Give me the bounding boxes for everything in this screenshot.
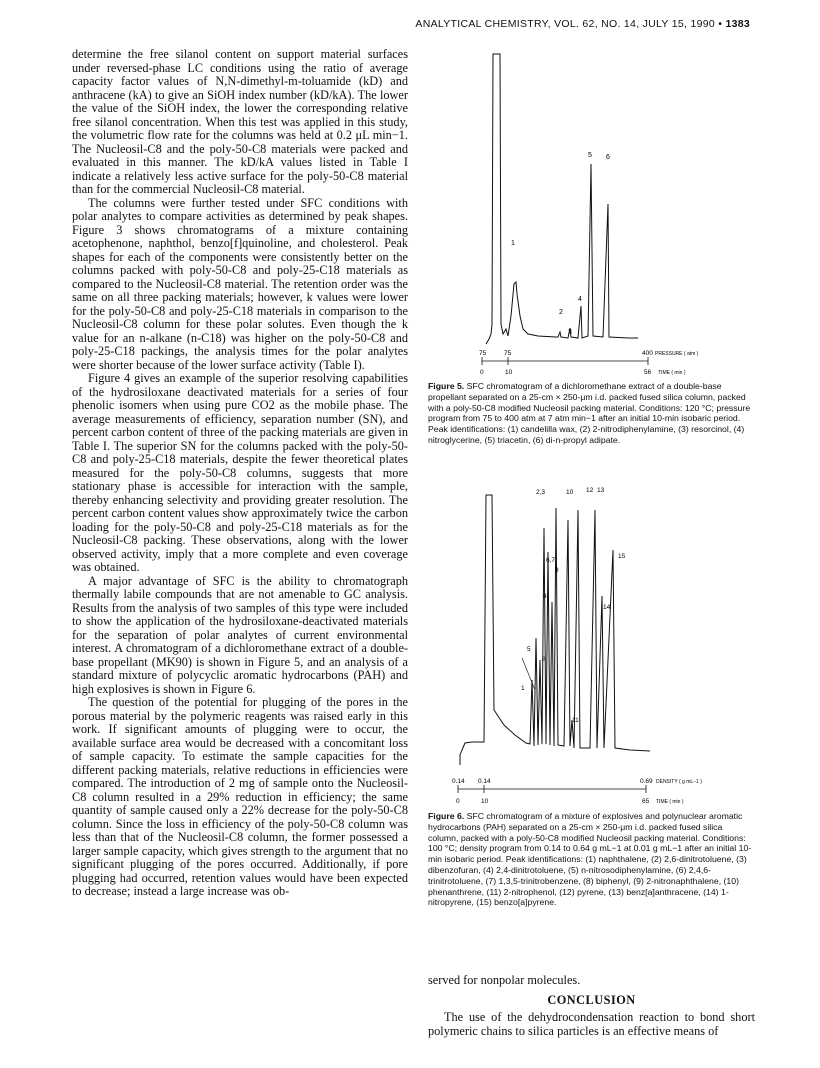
figure6-caption: [428, 811, 755, 908]
figure6-peak-15: 15: [618, 553, 626, 560]
figure6-peak-6-7: 6,7: [546, 557, 556, 564]
figure5-trace: [486, 54, 638, 344]
right-text-block: [428, 974, 755, 1038]
figure6-peak-4: 4: [543, 593, 547, 600]
figure6-peak-9: 9: [555, 567, 559, 574]
figure6-peak-11: 11: [572, 717, 579, 724]
figure5-axis-top-left1: 75: [479, 350, 487, 357]
figure6-peak-5: 5: [527, 646, 531, 653]
figure5-axis-bottom-left1: 0: [480, 369, 484, 376]
figure5-chromatogram: [478, 44, 718, 379]
figure5-axis-top-right: 400: [642, 350, 653, 357]
figure6-axis-bottom-unit: TIME ( min ): [656, 799, 684, 805]
figure6-peak-10: 10: [566, 489, 574, 496]
figure6-trace: [460, 495, 650, 765]
figure5-peak-2: 2: [559, 309, 563, 316]
figure6-peak-2-3: 2,3: [536, 489, 546, 496]
figure6-axis-top-unit: DENSITY ( g mL−1 ): [656, 779, 702, 785]
journal-citation: ANALYTICAL CHEMISTRY, VOL. 62, NO. 14, JULY 15, 1990 •: [415, 18, 723, 30]
figure6-chromatogram: [450, 480, 730, 810]
figure6-peak-13: 13: [597, 487, 605, 494]
figure6-axis-top-right: 0.69: [640, 778, 653, 785]
paragraph-thermally-labile: A major advantage of SFC is the ability to chromatograph thermally labile compounds that are not amenable to GC analysis. Results from the analysis of two samples of this type were included to show the application of the hydrosiloxane-deactivated materials for the separation of polar analytes of current environmental interest. A chromatogram of a dichloromethane extract of a double-base propellant (MK90) is shown in Figure 5, and an analysis of a standard mixture of polycyclic aromatic hydrocarbons (PAH) and high explosives is shown in Figure 6.: [72, 573, 408, 696]
figure5-caption-text: SFC chromatogram of a dichloromethane extract of a double-base propellant separated on a 25-cm × 250-μm i.d. packed fused silica column, packed with a poly-50-C8 modified Nucleosil packing material. Conditions: 120 °C; pressure program from 75 to 400 atm at 7 atm min−1 after an initial 10-min isobaric period. Peak identifications: (1) candelilla wax, (2) 2-nitrodiphenylamine, (3) resorcinol, (4) nitroglycerine, (5) triacetin, (6) di-n-propyl adipate.: [428, 381, 751, 445]
figure5-axis-top-unit: PRESSURE ( atm ): [655, 351, 699, 357]
figure5-caption-label: Figure 5.: [428, 381, 465, 391]
figure5-peak-4: 4: [578, 296, 582, 303]
figure6-caption-text: SFC chromatogram of a mixture of explosives and polynuclear aromatic hydrocarbons (PAH) separated on a 25-cm × 250-μm i.d. packed fused silica column, packed with a poly-50-C8 modified Nucleosil packing material. Conditions: 100 °C; density program from 0.14 to 0.64 g mL−1 at 0.01 g mL−1 after an initial 10-min isobaric period. Peak identifications: (1) naphthalene, (2) 2,6-dinitrotoluene, (3) dibenzofuran, (4) 2,4-dinitrotoluene, (5) n-nitrosodiphenylamine, (6) 2,4,6-trinitrotoluene, (7) 1,3,5-trinitrobenzene, (8) biphenyl, (9) 2-nitronaphthalene, (10) phenanthrene, (11) 2-nitrophenol, (12) pyrene, (13) benz[a]anthracene, (14) 1-nitropyrene, (15) benzo[a]pyrene.: [428, 811, 752, 908]
figure5-axis-bottom-left2: 10: [505, 369, 513, 376]
page-number: 1383: [725, 18, 750, 30]
paragraph-sfc-polar: The columns were further tested under SFC conditions with polar analytes to compare activities as determined by peak shapes. Figure 3 shows chromatograms of a mixture containing acetophenone, naphthol, benzo[f]quinoline, and cholesterol. Peak shapes for each of the components were consistently better on the columns packed with poly-50-C8 and poly-25-C18 materials as compared to the Nucleosil-C8 material. The retention order was the same on all three packing materials; however, k values were lower for the poly-50-C8 and poly-25-C18 materials in comparison to the Nucleosil-C8 column for these polar solutes. Even though the k value for an n-alkane (n-C18) was higher on the poly-50-C8 and poly-25-C18 packings, the analysis times for the polar analytes were shorter because of the lower surface activity (Table I).: [72, 195, 408, 372]
left-column: [72, 48, 408, 899]
figure6-peak-14: 14: [603, 604, 611, 611]
figure6-axis-bottom-right: 65: [642, 798, 650, 805]
figure6-axis-bottom-left1: 0: [456, 798, 460, 805]
figure5-peak-1: 1: [511, 240, 515, 247]
figure6-axis-top-left2: 0.14: [478, 778, 491, 785]
figure5-caption: [428, 381, 755, 446]
figure6-axis-top-left1: 0.14: [452, 778, 465, 785]
figure5-axis-top-left2: 75: [504, 350, 512, 357]
figure5-peak-3: 3: [568, 329, 572, 336]
paragraph-figure4: Figure 4 gives an example of the superior resolving capabilities of the hydrosiloxane deactivated materials for a series of four phenolic isomers when using pure CO2 as the mobile phase. The average measurements of efficiency, separation number (SN), and percent carbon content of three of the packing materials are given in Table I. The superior SN for the columns packed with the poly-50-C8 and poly-25-C18 materials, despite the fewer theoretical plates measured for the poly-50-C8 columns, suggests that more stationary phase is accessible for interaction with the sample, thereby enhancing selectivity and providing greater resolution. The percent carbon content values show approximately twice the carbon loading for the poly-50-C8 and poly-25-C18 materials as for the Nucleosil-C8 packing. These observations, along with the lower observed activity, imply that a more complete and even coverage was obtained.: [72, 371, 408, 574]
figure5-axis-bottom-unit: TIME ( min ): [658, 370, 686, 376]
figure5-peak-5: 5: [588, 152, 592, 159]
figure6-peak-8: 8: [542, 656, 546, 663]
continuation-text: served for nonpolar molecules.: [428, 973, 581, 987]
figure5-peak-6: 6: [606, 154, 610, 161]
figure6-peak-12: 12: [586, 487, 594, 494]
figure6-axis-bottom-left2: 10: [481, 798, 489, 805]
figure6-peak-1: 1: [521, 685, 525, 692]
paragraph-pore-plugging: The question of the potential for plugging of the pores in the porous material by the polymeric reagents was raised early in this work. If significant amounts of plugging were to occur, the available surface area would be decreased with a concomitant loss of sample capacity. To estimate the sample capacities for the different packing materials, relative reductions in efficiencies were compared. The introduction of 2 mg of sample onto the Nucleosil-C8 column resulted in a 29% reduction in efficiency; the same quantity of sample caused only a 22% decrease for the poly-50-C8 column. Since the loss in efficiency of the poly-50-C8 column was less than that of the Nucleosil-C8 column, the former possessed a larger sample capacity, which gives strength to the argument that no significant plugging of the pores occurred. Additionally, if pore plugging had occurred, retention values would have been expected to decrease; instead a large increase was ob-: [72, 695, 408, 898]
conclusion-heading: CONCLUSION: [547, 992, 636, 1007]
figure5-axis-bottom-right: 56: [644, 369, 652, 376]
running-header: [415, 18, 750, 30]
figure6-caption-label: Figure 6.: [428, 811, 465, 821]
paragraph-silanol: determine the free silanol content on support material surfaces under reversed-phase LC conditions using the ratio of average capacity factor values of N,N-dimethyl-m-toluamide (kD) and anthracene (kA) to give an SiOH index number (kD/kA). The lower the value of the SiOH index, the lower the corresponding relative free silanol concentration. When this test was applied in this study, the volumetric flow rate for the columns was held at 0.2 μL min−1. The Nucleosil-C8 and the poly-50-C8 materials were packed and evaluated in this manner. The kD/kA values listed in Table I indicate a relatively less active surface for the poly-50-C8 material than for the commercial Nucleosil-C8 material.: [72, 47, 408, 196]
conclusion-text: The use of the dehydrocondensation reaction to bond short polymeric chains to silica particles is an effective means of: [428, 1010, 755, 1038]
